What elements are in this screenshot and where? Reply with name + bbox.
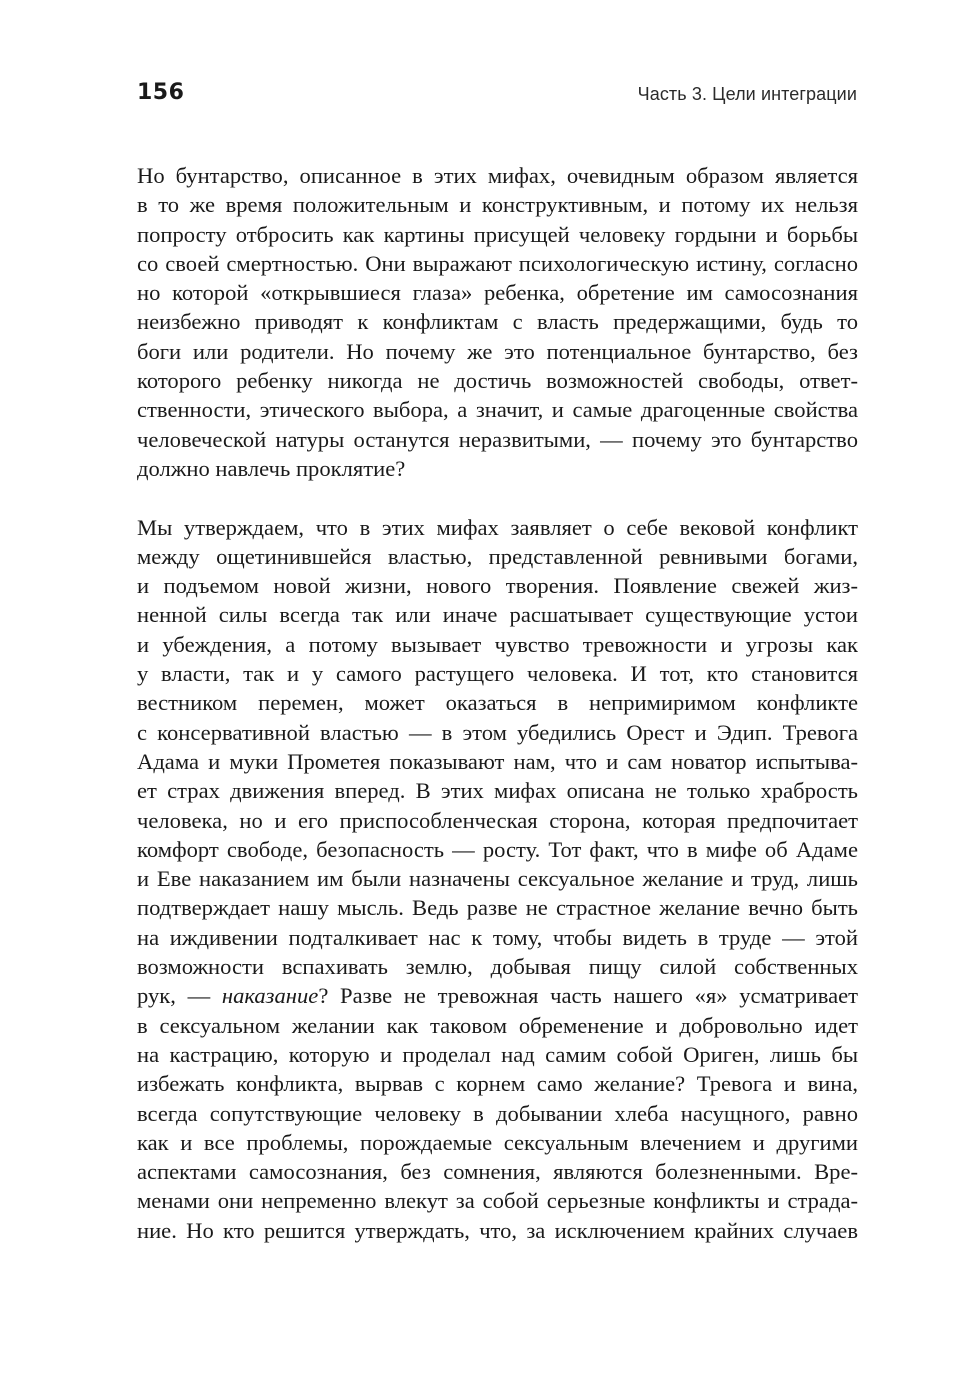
text-line: и убеждения, а потому вызывает чувство тревожности и угрозы как	[137, 631, 858, 657]
text-line: человеческой натуры останутся неразвитыми, — почему это бунтарство	[137, 426, 858, 452]
text-line: ненной силы всегда так или иначе расшатывает существующие устои	[137, 602, 858, 628]
text-line: всегда сопутствующие человеку в добывании хлеба насущного, равно	[137, 1100, 858, 1126]
text-line: в то же время положительным и конструктивным, и потому их нельзя	[137, 192, 858, 218]
body-text	[137, 161, 858, 1245]
text-line: избежать конфликта, вырвав с корнем само желание? Тревога и вина,	[137, 1071, 858, 1097]
text-line: человека, но и его приспособленческая сторона, которая предпочитает	[137, 807, 858, 833]
text-line: ственности, этического выбора, а значит, и самые драгоценные свойства	[137, 397, 858, 423]
text-line: между ощетинившейся властью, представленной ревнивыми богами,	[137, 543, 858, 569]
text-line: ние. Но кто решится утверждать, что, за исключением крайних случаев	[137, 1217, 858, 1243]
text-line: со своей смертностью. Они выражают психологическую истину, согласно	[137, 250, 858, 276]
text-line: с консервативной властью — в этом убедились Орест и Эдип. Тревога	[137, 719, 858, 745]
text-line: как и все проблемы, порождаемые сексуальным влечением и другими	[137, 1129, 858, 1155]
paragraph-2	[137, 513, 858, 1245]
text-line: подтверждает нашу мысль. Ведь разве не страстное желание вечно быть	[137, 895, 858, 921]
text-line: которого ребенку никогда не достичь возможностей свободы, ответ-	[137, 368, 858, 394]
text-line: но которой «открывшиеся глаза» ребенка, обретение им самосознания	[137, 280, 858, 306]
text-line: аспектами самосознания, без сомнения, являются болезненными. Вре-	[137, 1159, 858, 1185]
text-line: на иждивении подталкивает нас к тому, чтобы видеть в труде — этой	[137, 924, 858, 950]
text-line: комфорт свободе, безопасность — росту. Тот факт, что в мифе об Адаме	[137, 836, 858, 862]
text-line: у власти, так и у самого растущего человека. И тот, кто становится	[137, 661, 858, 687]
text-line: ет страх движения вперед. В этих мифах описана не только храбрость	[137, 778, 858, 804]
text-line: и Еве наказанием им были назначены сексуальное желание и труд, лишь	[137, 866, 858, 892]
paragraph-gap	[137, 483, 858, 512]
text-line: Адама и муки Прометея показывают нам, что и сам новатор испытыва-	[137, 748, 858, 774]
emphasized-word: наказание	[221, 983, 319, 1009]
text-line: менами они непременно влекут за собой серьезные конфликты и страда-	[137, 1188, 858, 1214]
text-line: Но бунтарство, описанное в этих мифах, очевидным образом является	[137, 163, 858, 188]
text-segment: рук, —	[137, 983, 222, 1009]
text-line: попросту отбросить как картины присущей человеку гордыни и борьбы	[137, 221, 858, 247]
text-line: возможности вспахивать землю, добывая пищу силой собственных	[137, 954, 858, 980]
text-line-with-emphasis	[137, 981, 858, 1010]
text-segment: ? Разве не тревожная часть нашего «я» усматривает	[318, 983, 859, 1009]
running-head: Часть 3. Цели интеграции	[637, 84, 857, 104]
text-line: боги или родители. Но почему же это потенциальное бунтарство, без	[137, 338, 858, 364]
text-line: вестником перемен, может оказаться в непримиримом конфликте	[137, 690, 858, 716]
text-line: Мы утверждаем, что в этих мифах заявляет о себе вековой конфликт	[137, 514, 858, 540]
paragraph-1	[137, 161, 858, 483]
page-number: 156	[137, 80, 185, 105]
text-line: и подъемом новой жизни, нового творения. Появление свежей жиз-	[137, 573, 858, 599]
text-line: в сексуальном желании как таковом обременение и добровольно идет	[137, 1012, 858, 1038]
text-line: неизбежно приводят к конфликтам с власть предержащими, будь то	[137, 309, 858, 335]
text-line: на кастрацию, которую и проделал над самим собой Ориген, лишь бы	[137, 1041, 858, 1067]
text-line: должно навлечь проклятие?	[137, 455, 406, 481]
